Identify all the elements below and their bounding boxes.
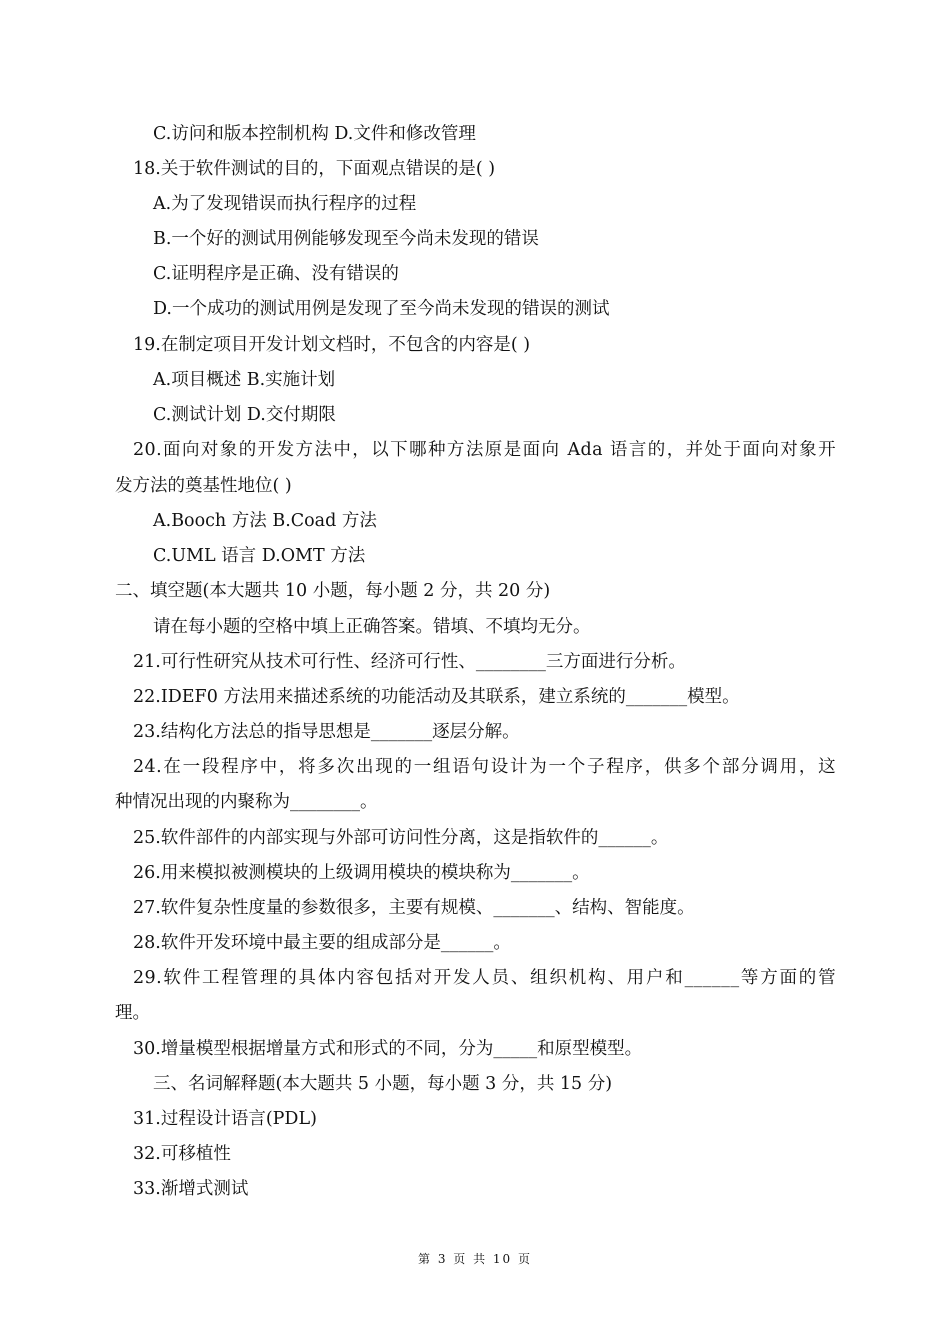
q23-text: 23.结构化方法总的指导思想是_______逐层分解。 xyxy=(133,722,520,742)
q27-text: 27.软件复杂性度量的参数很多，主要有规模、_______、结构、智能度。 xyxy=(133,898,695,918)
section2-instruction: 请在每小题的空格中填上正确答案。错填、不填均无分。 xyxy=(153,617,591,637)
q18-option-b: B.一个好的测试用例能够发现至今尚未发现的错误 xyxy=(153,229,539,249)
q30-text: 30.增量模型根据增量方式和形式的不同，分为_____和原型模型。 xyxy=(133,1039,643,1059)
q28-text: 28.软件开发环境中最主要的组成部分是______。 xyxy=(133,933,511,953)
section2-title: 二、填空题(本大题共 10 小题，每小题 2 分，共 20 分) xyxy=(115,581,551,601)
section3-title: 三、名词解释题(本大题共 5 小题，每小题 3 分，共 15 分) xyxy=(153,1074,613,1094)
q24-text-line2: 种情况出现的内聚称为________。 xyxy=(115,792,378,812)
q20-stem-line2: 发方法的奠基性地位( ) xyxy=(115,476,292,496)
q22-text: 22.IDEF0 方法用来描述系统的功能活动及其联系，建立系统的_______模型。 xyxy=(133,687,740,707)
q19-stem: 19.在制定项目开发计划文档时，不包含的内容是( ) xyxy=(133,335,531,355)
q20-option-cd: C.UML 语言 D.OMT 方法 xyxy=(153,546,366,566)
q18-option-d: D.一个成功的测试用例是发现了至今尚未发现的错误的测试 xyxy=(153,299,610,319)
q33-text: 33.渐增式测试 xyxy=(133,1179,249,1199)
q18-option-a: A.为了发现错误而执行程序的过程 xyxy=(153,194,417,214)
q31-text: 31.过程设计语言(PDL) xyxy=(133,1109,317,1129)
q19-option-ab: A.项目概述 B.实施计划 xyxy=(153,370,336,390)
q20-option-ab: A.Booch 方法 B.Coad 方法 xyxy=(153,511,377,531)
q25-text: 25.软件部件的内部实现与外部可访问性分离，这是指软件的______。 xyxy=(133,828,669,848)
q17-option-cd: C.访问和版本控制机构 D.文件和修改管理 xyxy=(153,124,476,144)
q20-stem-line1: 20.面向对象的开发方法中，以下哪种方法原是面向 Ada 语言的，并处于面向对象开 xyxy=(133,440,836,460)
q18-option-c: C.证明程序是正确、没有错误的 xyxy=(153,264,399,284)
q29-text-line2: 理。 xyxy=(115,1003,150,1023)
q18-stem: 18.关于软件测试的目的，下面观点错误的是( ) xyxy=(133,159,496,179)
q26-text: 26.用来模拟被测模块的上级调用模块的模块称为_______。 xyxy=(133,863,590,883)
q29-text-line1: 29.软件工程管理的具体内容包括对开发人员、组织机构、用户和______等方面的管 xyxy=(133,968,836,988)
q21-text: 21.可行性研究从技术可行性、经济可行性、________三方面进行分析。 xyxy=(133,652,686,672)
q19-option-cd: C.测试计划 D.交付期限 xyxy=(153,405,336,425)
page-footer: 第 3 页 共 10 页 xyxy=(418,1252,532,1266)
q24-text-line1: 24.在一段程序中，将多次出现的一组语句设计为一个子程序，供多个部分调用，这 xyxy=(133,757,836,777)
q32-text: 32.可移植性 xyxy=(133,1144,231,1164)
